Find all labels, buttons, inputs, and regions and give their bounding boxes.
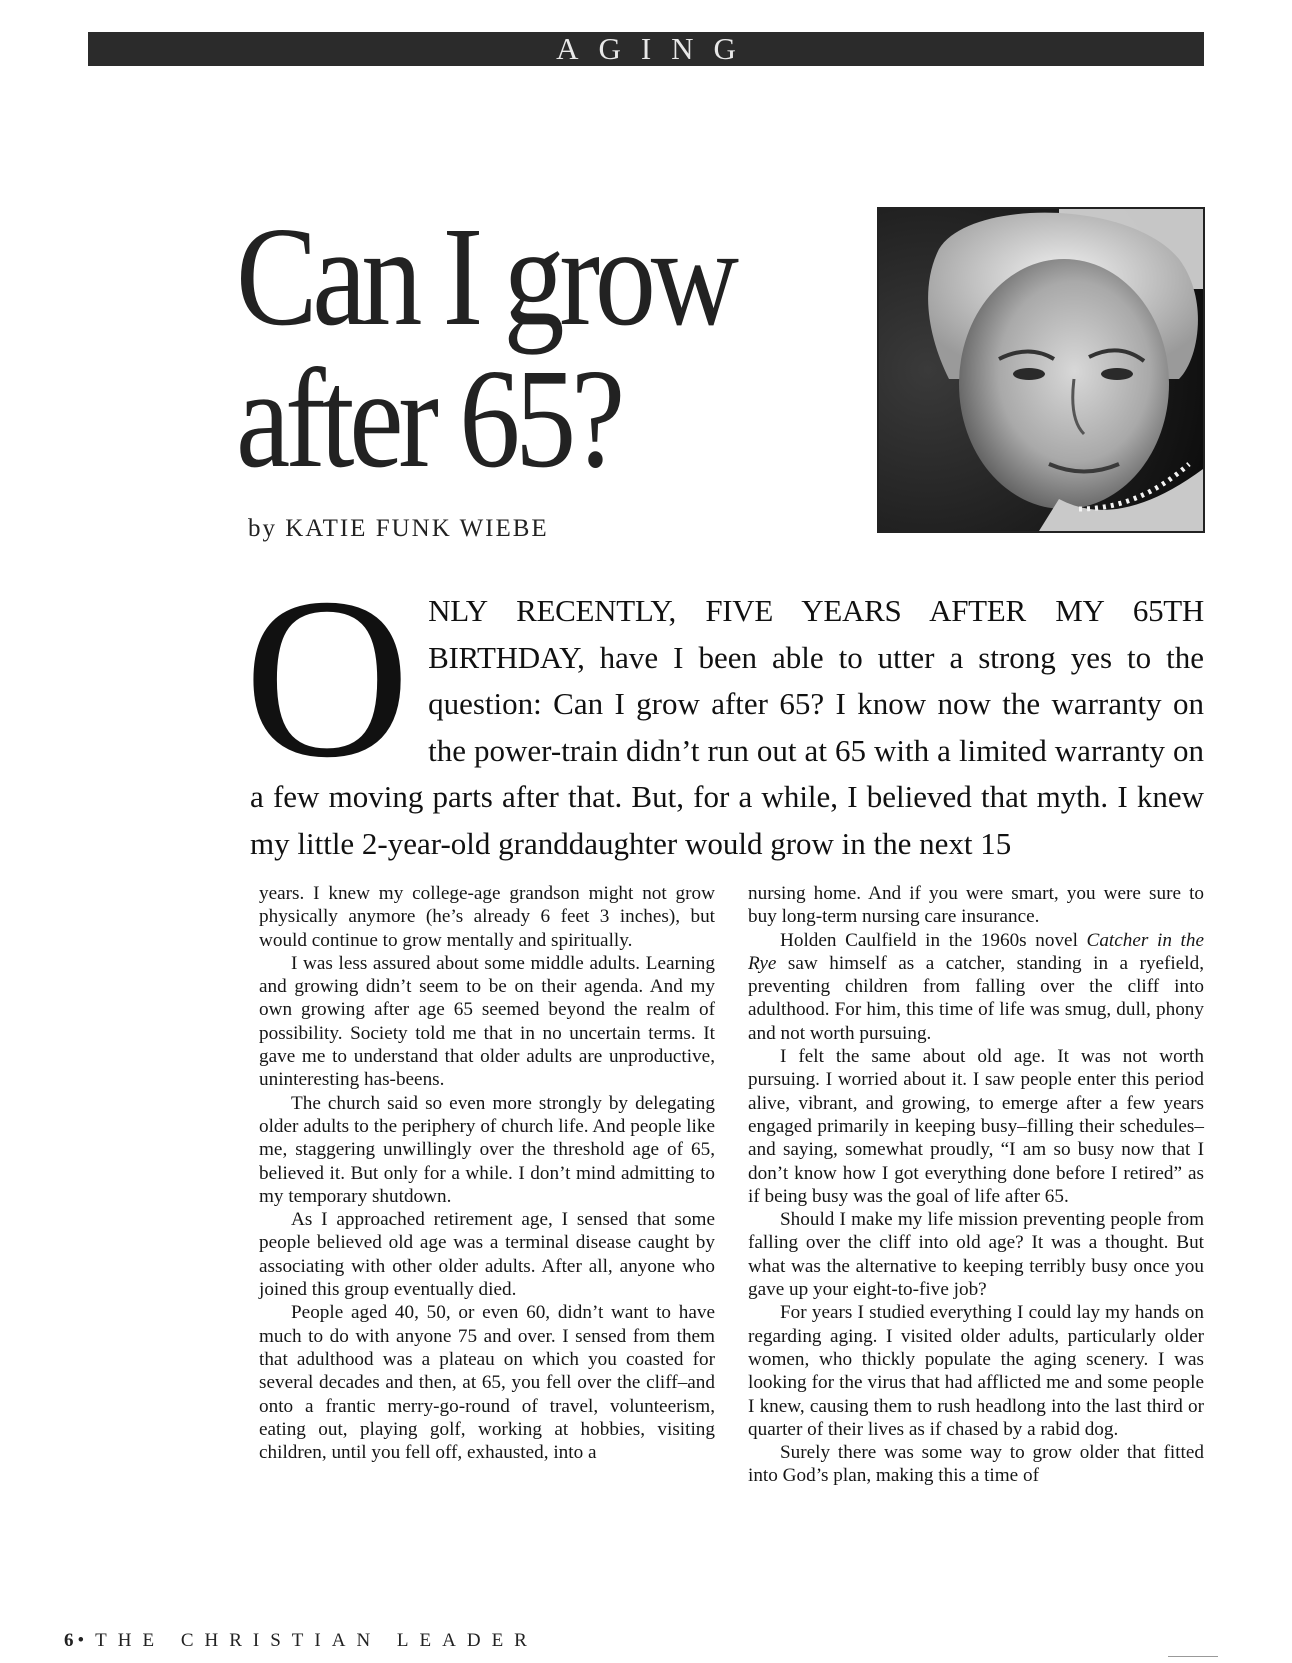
page-footer xyxy=(64,1630,538,1652)
headline xyxy=(236,197,752,497)
lede-smallcaps-opening: NLY RECENTLY, FIVE YEARS AFTER MY 65TH BIRTHDAY, xyxy=(428,593,1204,675)
section-banner xyxy=(88,32,1204,66)
body-text: saw himself as a catcher, standing in a ryefield, preventing children from falling over the cliff into adulthood. For him, this time of life was smug, dull, phony and not worth pursuing. xyxy=(748,952,1204,1044)
lede-paragraph xyxy=(244,550,1205,867)
portrait-photo-icon xyxy=(879,209,1203,531)
page-number: 6 xyxy=(64,1630,78,1651)
byline: by KATIE FUNK WIEBE xyxy=(248,515,549,542)
body-paragraph: years. I knew my college-age grandson might not grow physically anymore (he’s already 6 feet 3 inches), but would continue to grow mentally and spiritually. xyxy=(259,883,715,951)
footer-separator: • xyxy=(77,1630,96,1651)
divider xyxy=(1168,1656,1218,1657)
body-paragraph: Surely there was some way to grow older that fitted into God’s plan, making this a time of xyxy=(748,1442,1204,1487)
left-column xyxy=(259,882,715,1488)
headline-line-2: after 65? xyxy=(236,339,621,497)
body-paragraph: For years I studied everything I could lay my hands on regarding aging. I visited older adults, particularly older women, who thickly populate the aging scenery. I was looking for the virus that had afflicted me and some people I knew, causing them to rush headlong into the last third or quarter of their lives as if chased by a rabid dog. xyxy=(748,1302,1204,1440)
right-column xyxy=(748,882,1204,1488)
headline-line-1: Can I grow xyxy=(236,197,734,355)
body-text: Holden Caulfield in the 1960s novel xyxy=(780,929,1087,951)
body-paragraph: Should I make my life mission preventing people from falling over the cliff into old age? It was a thought. But what was the alternative to keeping terribly busy once you gave up your eight-to-five job? xyxy=(748,1209,1204,1301)
lede-body: have I been able to utter a strong yes to the question: Can I grow after 65? I know now the warranty on the power-train didn’t run out at 65 with a limited warranty on a few moving parts after that. But, for a while, I believed that myth. I knew my little 2-year-old granddaughter would grow in the next 15 xyxy=(250,639,1205,861)
body-paragraph: As I approached retirement age, I sensed that some people believed old age was a terminal disease caught by associating with other older adults. After all, anyone who joined this group eventually died. xyxy=(259,1209,715,1301)
drop-cap: O xyxy=(244,550,411,805)
body-paragraph: People aged 40, 50, or even 60, didn’t want to have much to do with anyone 75 and over. I sensed from them that adulthood was a plateau on which you coasted for several decades and then, at 65, you fell over the cliff–and onto a frantic merry-go-round of travel, volunteerism, eating out, playing golf, working at hobbies, visiting children, until you fell off, exhausted, into a xyxy=(259,1302,715,1464)
book-title: Catcher in the Rye xyxy=(748,929,1204,974)
author-portrait-photo xyxy=(877,207,1205,533)
publication-name: THE CHRISTIAN LEADER xyxy=(95,1630,538,1651)
body-paragraph: I felt the same about old age. It was not worth pursuing. I worried about it. I saw people enter this period alive, vibrant, and growing, to emerge after a few years engaged primarily in keeping busy–filling their schedules–and saying, somewhat proudly, “I am so busy now that I don’t know how I got everything done before I retired” as if being busy was the goal of life after 65. xyxy=(748,1046,1204,1207)
body-paragraph xyxy=(748,929,1204,1045)
article-body xyxy=(259,882,1204,1488)
body-paragraph: The church said so even more strongly by delegating older adults to the periphery of church life. And people like me, staggering unwillingly over the threshold age of 65, believed it. But only for a while. I don’t mind admitting to my temporary shutdown. xyxy=(259,1092,715,1207)
body-paragraph: nursing home. And if you were smart, you were sure to buy long-term nursing care insurance. xyxy=(748,883,1204,928)
body-paragraph: I was less assured about some middle adults. Learning and growing didn’t seem to be on their agenda. And my own growing after age 65 seemed beyond the realm of possibility. Society told me that in no uncertain terms. It gave me to understand that older adults are unproductive, uninteresting has-beens. xyxy=(259,952,715,1091)
section-label: AGING xyxy=(556,31,756,66)
